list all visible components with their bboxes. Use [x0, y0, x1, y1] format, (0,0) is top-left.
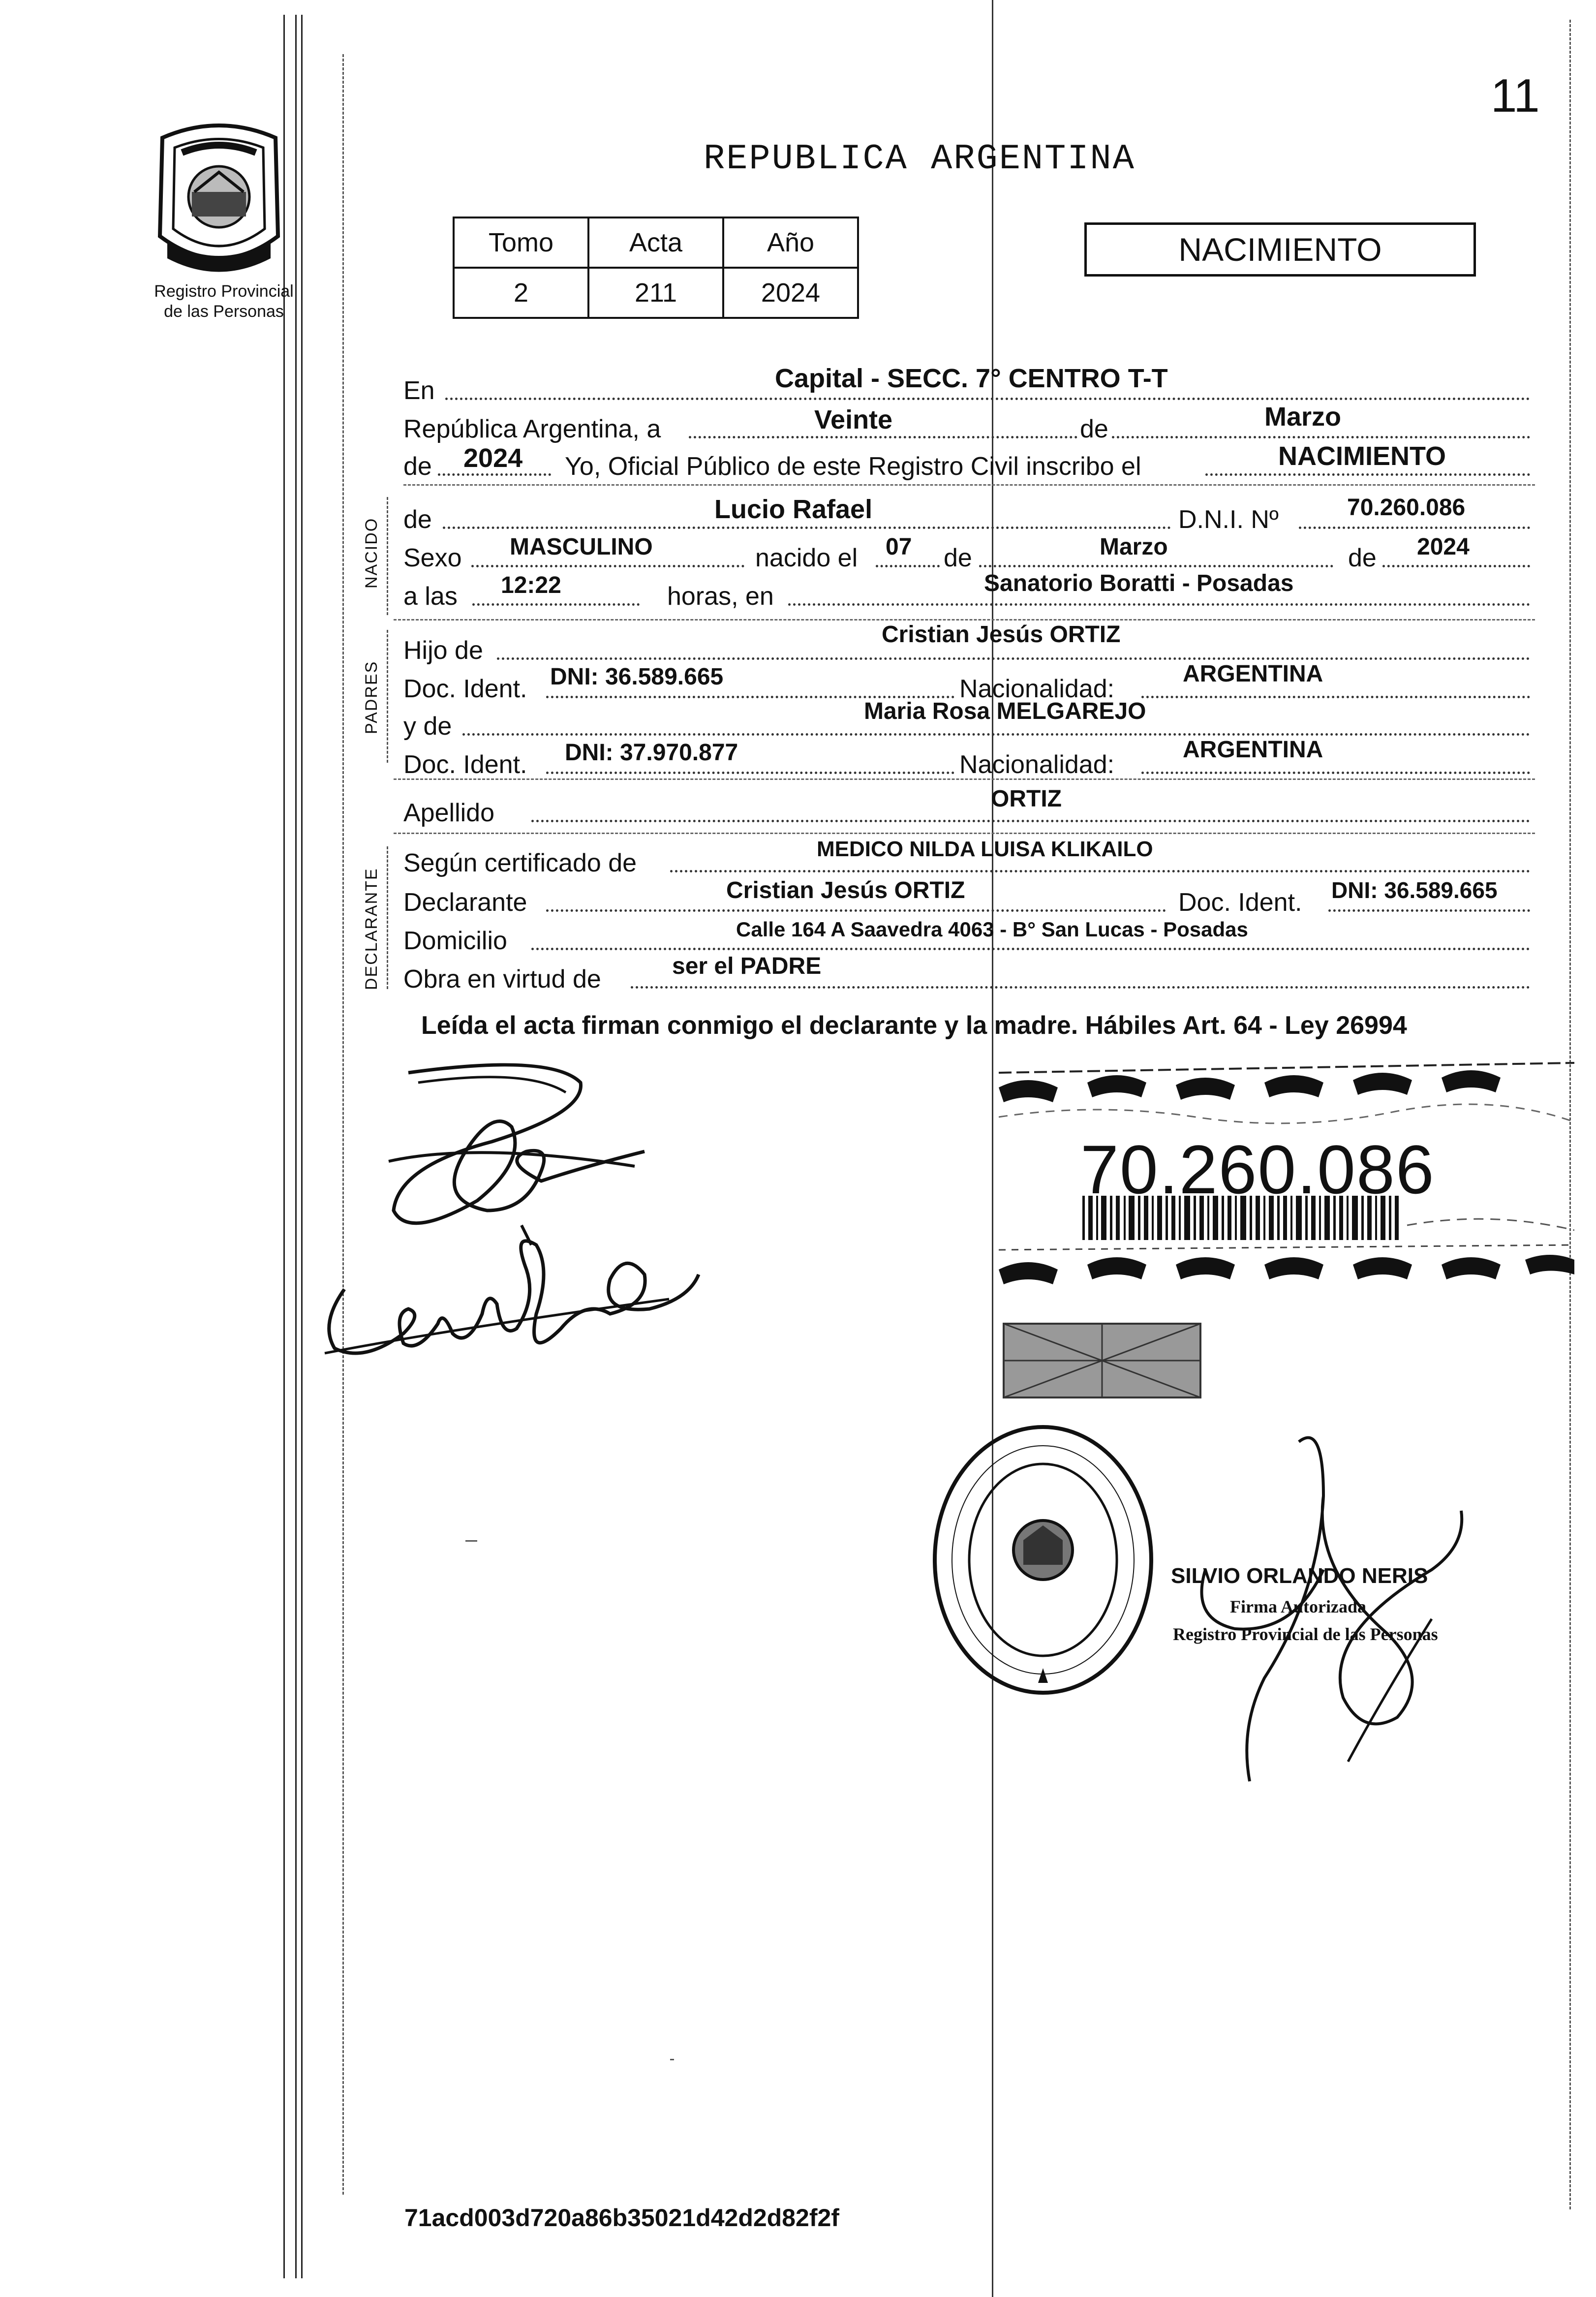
signatory-name: SILVIO ORLANDO NERIS: [1171, 1564, 1428, 1588]
value-dia: Veinte: [814, 405, 893, 435]
label-apellido: Apellido: [403, 799, 495, 827]
value-madre-nac: ARGENTINA: [1183, 737, 1323, 763]
label-de-year2: de: [1348, 544, 1377, 572]
table-header-acta: Acta: [588, 217, 723, 268]
dotted-line: [876, 565, 940, 567]
signatory-role: Firma Autorizada: [1230, 1597, 1366, 1616]
security-strip: [999, 1048, 1574, 1412]
margin-line-2: [295, 15, 297, 2278]
value-hora: 12:22: [501, 572, 561, 598]
value-mes-nac: Marzo: [1100, 534, 1168, 560]
dotted-line: [1112, 436, 1530, 438]
section-bracket: [387, 846, 388, 989]
dotted-line: [1205, 473, 1530, 476]
section-divider: [394, 833, 1535, 834]
dotted-line: [445, 398, 1530, 400]
label-domicilio: Domicilio: [403, 927, 507, 955]
dotted-line: [788, 603, 1530, 606]
signatory-office: Registro Provincial de las Personas: [1173, 1624, 1438, 1644]
value-padre: Cristian Jesús ORTIZ: [882, 621, 1121, 648]
value-obra: ser el PADRE: [672, 953, 822, 979]
dotted-line: [689, 436, 1077, 438]
declarant-signature: [379, 1053, 664, 1240]
value-madre: Maria Rosa MELGAREJO: [864, 698, 1146, 724]
label-horas-en: horas, en: [667, 582, 774, 611]
value-nombre: Lucio Rafael: [714, 495, 873, 524]
dotted-line: [1299, 527, 1530, 529]
value-declarante-doc: DNI: 36.589.665: [1331, 877, 1498, 903]
mother-signature: [305, 1215, 708, 1373]
section-bracket: [387, 497, 388, 615]
label-dni: D.N.I. Nº: [1178, 505, 1279, 534]
value-dia-nac: 07: [886, 534, 912, 560]
label-de-year: de: [403, 452, 432, 481]
value-declarante: Cristian Jesús ORTIZ: [726, 877, 965, 903]
table-cell-acta: 211: [588, 268, 723, 318]
label-nacionalidad-padre: Nacionalidad:: [959, 675, 1115, 703]
dotted-line: [546, 772, 954, 774]
dotted-line: [1141, 772, 1530, 774]
dotted-line: [462, 733, 1530, 736]
value-lugar: Capital - SECC. 7° CENTRO T-T: [775, 364, 1168, 393]
table-cell-anio: 2024: [723, 268, 858, 318]
dotted-line: [531, 948, 1530, 950]
caption-line-2: de las Personas: [164, 302, 284, 321]
table-header-tomo: Tomo: [454, 217, 588, 268]
label-nacionalidad-madre: Nacionalidad:: [959, 750, 1115, 779]
margin-line-3: [301, 15, 303, 2278]
label-y-de: y de: [403, 712, 452, 741]
label-yo: Yo, Oficial Público de este Registro Civil inscribo el: [565, 452, 1141, 481]
dotted-line: [546, 909, 1166, 912]
value-sexo: MASCULINO: [510, 534, 653, 560]
label-segun: Según certificado de: [403, 849, 637, 877]
label-obra: Obra en virtud de: [403, 965, 601, 993]
section-divider: [403, 484, 1535, 486]
section-bracket: [387, 630, 388, 763]
stray-mark: [465, 1540, 477, 1542]
value-acto: NACIMIENTO: [1278, 441, 1446, 471]
label-en: En: [403, 376, 435, 405]
document-title: REPUBLICA ARGENTINA: [704, 139, 1136, 179]
label-doc-ident-declarante: Doc. Ident.: [1178, 888, 1302, 917]
label-de-month: de: [944, 544, 972, 572]
table-cell-tomo: 2: [454, 268, 588, 318]
page-number: 11: [1491, 69, 1540, 122]
margin-line-4: [342, 54, 344, 2195]
margin-line-1: [283, 15, 285, 2278]
value-mes: Marzo: [1264, 402, 1342, 432]
value-anio-nac: 2024: [1417, 534, 1470, 560]
side-label-nacido: NACIDO: [362, 517, 381, 589]
value-anio: 2024: [463, 443, 523, 473]
label-sexo: Sexo: [403, 544, 462, 572]
side-label-padres: PADRES: [362, 660, 381, 734]
fold-line: [992, 0, 993, 2297]
dotted-line: [1141, 696, 1530, 698]
province-emblem-icon: [148, 118, 290, 280]
value-dni: 70.260.086: [1347, 495, 1466, 521]
section-divider: [394, 778, 1535, 780]
label-hijo-de: Hijo de: [403, 636, 483, 665]
act-type-box: NACIMIENTO: [1084, 222, 1476, 277]
value-lugar-nac: Sanatorio Boratti - Posadas: [984, 570, 1294, 596]
dotted-line: [1382, 565, 1530, 567]
label-a-las: a las: [403, 582, 458, 611]
dotted-line: [631, 986, 1530, 989]
barcode-number: 70.260.086: [1080, 1131, 1435, 1208]
dotted-line: [1328, 909, 1530, 912]
dotted-line: [497, 657, 1530, 660]
label-doc-ident-madre: Doc. Ident.: [403, 750, 527, 779]
value-domicilio: Calle 164 A Saavedra 4063 - B° San Lucas - Posadas: [736, 918, 1248, 941]
dotted-line: [979, 565, 1333, 567]
dotted-line: [443, 527, 1171, 529]
value-apellido: ORTIZ: [991, 786, 1062, 812]
value-certificado: MEDICO NILDA LUISA KLIKAILO: [817, 837, 1153, 861]
value-padre-nac: ARGENTINA: [1183, 661, 1323, 687]
record-table: [453, 217, 859, 319]
dotted-line: [472, 603, 640, 606]
closing-statement: Leída el acta firman conmigo el declarante y la madre. Hábiles Art. 64 - Ley 26994: [421, 1011, 1407, 1040]
dotted-line: [471, 565, 744, 567]
registry-seal-icon: [925, 1417, 1161, 1703]
dotted-line: [438, 473, 551, 476]
stray-mark: [670, 2059, 674, 2060]
dotted-line: [531, 820, 1530, 822]
label-doc-ident-padre: Doc. Ident.: [403, 675, 527, 703]
label-de: de: [1080, 415, 1108, 443]
caption-line-1: Registro Provincial: [154, 282, 294, 301]
value-padre-doc: DNI: 36.589.665: [550, 664, 724, 690]
label-nacido-el: nacido el: [755, 544, 858, 572]
label-republica: República Argentina, a: [403, 415, 661, 443]
section-divider: [394, 619, 1535, 621]
value-madre-doc: DNI: 37.970.877: [565, 740, 738, 766]
registry-caption: [143, 281, 305, 322]
dotted-line: [670, 870, 1530, 872]
label-declarante: Declarante: [403, 888, 527, 917]
document-hash: 71acd003d720a86b35021d42d2d82f2f: [404, 2204, 839, 2232]
table-header-anio: Año: [723, 217, 858, 268]
label-de-name: de: [403, 505, 432, 534]
side-label-declarante: DECLARANTE: [362, 868, 381, 990]
